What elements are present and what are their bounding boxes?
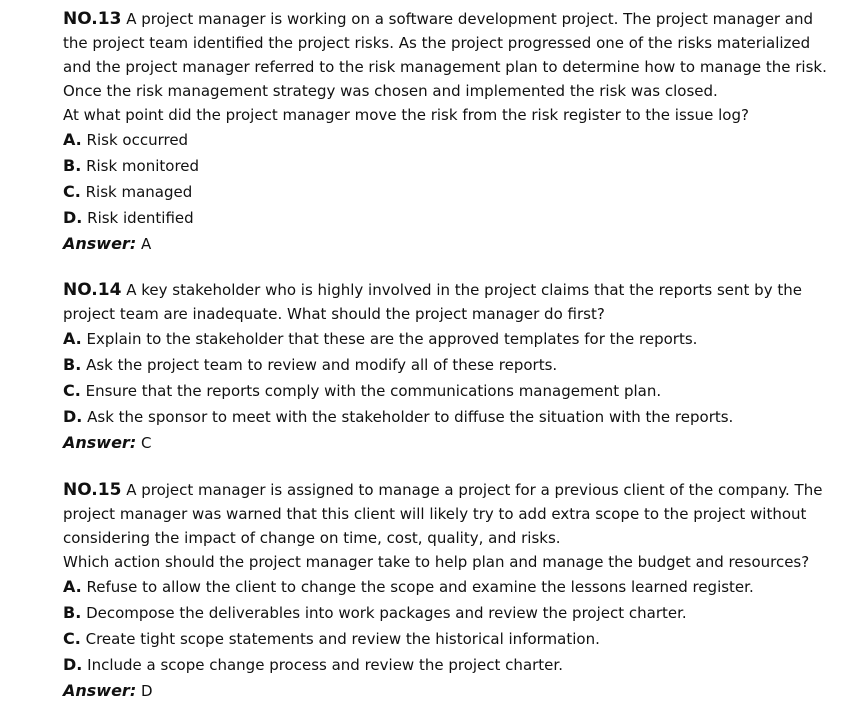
option-letter: C. — [63, 381, 81, 400]
option-text: Risk managed — [85, 183, 193, 201]
option-d — [63, 404, 838, 430]
question-stem-text: A project manager is assigned to manage a project for a previous client of the company. The project manager was warned that this client will likely try to add extra scope to the project without considering the impact of change on time, cost, quality, and risks. — [63, 481, 823, 547]
option-text: Risk occurred — [86, 131, 189, 149]
option-letter: D. — [63, 208, 83, 227]
option-text: Explain to the stakeholder that these are the approved templates for the reports. — [86, 330, 698, 348]
option-text: Risk identified — [87, 209, 194, 227]
option-letter: A. — [63, 130, 82, 149]
question-number: NO.14 — [63, 280, 122, 300]
option-d — [63, 652, 838, 678]
answer-label: Answer: — [63, 681, 137, 700]
option-c — [63, 626, 838, 652]
option-text: Ensure that the reports comply with the communications management plan. — [85, 382, 662, 400]
question-13 — [63, 7, 838, 257]
option-letter: A. — [63, 577, 82, 596]
option-b — [63, 352, 838, 378]
question-prompt: Which action should the project manager take to help plan and manage the budget and resources? — [63, 553, 810, 571]
option-text: Ask the sponsor to meet with the stakeholder to diffuse the situation with the reports. — [87, 408, 734, 426]
option-c — [63, 179, 838, 205]
question-15 — [63, 478, 838, 704]
option-letter: B. — [63, 603, 82, 622]
option-text: Risk monitored — [86, 157, 200, 175]
option-text: Ask the project team to review and modify all of these reports. — [86, 356, 558, 374]
question-14 — [63, 278, 838, 456]
answer-line — [63, 678, 838, 704]
option-c — [63, 378, 838, 404]
option-letter: C. — [63, 182, 81, 201]
option-letter: B. — [63, 355, 82, 374]
option-letter: C. — [63, 629, 81, 648]
question-number: NO.15 — [63, 480, 122, 500]
question-number: NO.13 — [63, 9, 122, 29]
answer-line — [63, 231, 838, 257]
answer-line — [63, 430, 838, 456]
question-stem — [63, 7, 838, 103]
option-text: Include a scope change process and review the project charter. — [87, 656, 563, 674]
option-a — [63, 326, 838, 352]
question-stem-text: A key stakeholder who is highly involved in the project claims that the reports sent by the project team are inadequate. What should the project manager do first? — [63, 281, 802, 323]
answer-label: Answer: — [63, 234, 137, 253]
answer-value: D — [141, 682, 153, 700]
option-letter: B. — [63, 156, 82, 175]
question-stem-text: A project manager is working on a software development project. The project manager and the project team identified the project risks. As the project progressed one of the risks materialized and the project manager referred to the risk management plan to determine how to manage the risk. Once the risk management strategy was chosen and implemented the risk was closed. — [63, 10, 827, 100]
option-a — [63, 574, 838, 600]
option-text: Refuse to allow the client to change the scope and examine the lessons learned register. — [86, 578, 754, 596]
answer-value: A — [141, 235, 152, 253]
option-a — [63, 127, 838, 153]
option-d — [63, 205, 838, 231]
answer-value: C — [141, 434, 152, 452]
question-stem — [63, 478, 838, 550]
question-stem — [63, 278, 838, 326]
option-letter: A. — [63, 329, 82, 348]
option-text: Decompose the deliverables into work packages and review the project charter. — [86, 604, 687, 622]
option-letter: D. — [63, 407, 83, 426]
answer-label: Answer: — [63, 433, 137, 452]
option-letter: D. — [63, 655, 83, 674]
option-b — [63, 600, 838, 626]
option-b — [63, 153, 838, 179]
question-prompt: At what point did the project manager move the risk from the risk register to the issue log? — [63, 106, 749, 124]
option-text: Create tight scope statements and review the historical information. — [85, 630, 600, 648]
